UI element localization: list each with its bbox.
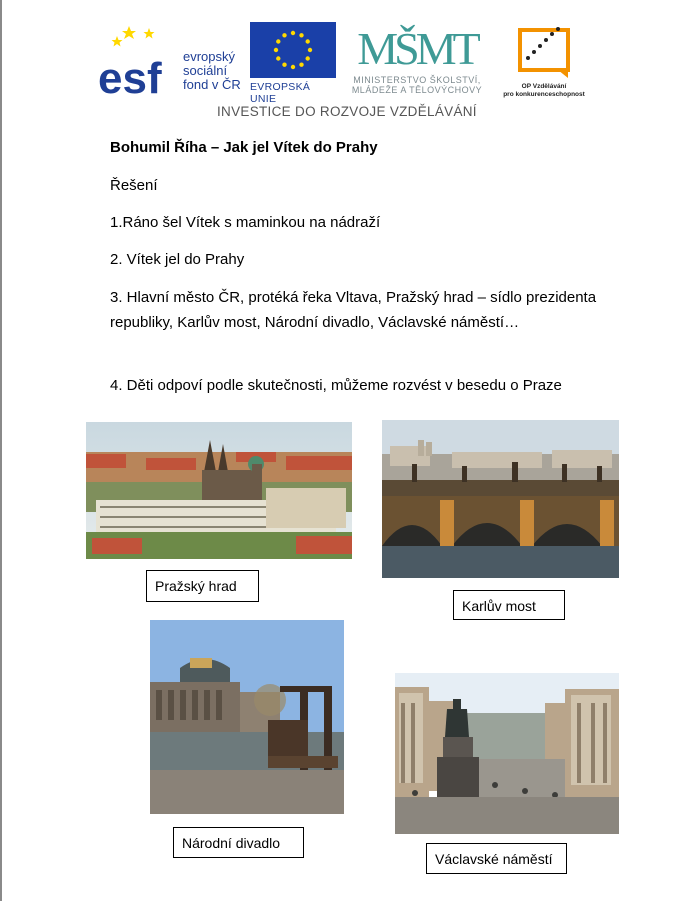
- msmt-emblem-icon: [342, 18, 492, 70]
- eu-caption: EVROPSKÁ UNIE: [250, 81, 311, 105]
- caption-karluv-most: Karlův most: [453, 590, 565, 620]
- op-caption: OP Vzdělávání pro konkurenceschopnost: [503, 83, 585, 98]
- esf-text: evropský sociální fond v ČR: [183, 49, 241, 92]
- msmt-caption: MINISTERSTVO ŠKOLSTVÍ, MLÁDEŽE A TĚLOVÝCHOVY: [351, 75, 483, 95]
- document-title: Bohumil Říha – Jak jel Vítek do Prahy: [110, 139, 378, 156]
- answer-2: 2. Vítek jel do Prahy: [110, 251, 245, 268]
- answer-3: 3. Hlavní město ČR, protéká řeka Vltava, Pražský hrad – sídlo prezidenta republiky, Karlův most, Národní divadlo, Václavské náměstí…: [110, 289, 597, 331]
- op-logo: [498, 22, 590, 96]
- esf-emblem-icon: [97, 22, 179, 96]
- photo-narodni-divadlo: [150, 620, 344, 814]
- esf-logo: [97, 22, 245, 96]
- investice-slogan: INVESTICE DO ROZVOJE VZDĚLÁVÁNÍ: [217, 104, 477, 119]
- answer-1: 1.Ráno šel Vítek s maminkou na nádraží: [110, 214, 381, 231]
- photo-vaclavske-namesti: [395, 673, 619, 834]
- page-left-border: [0, 0, 2, 901]
- svg-text:MŠMT: MŠMT: [357, 23, 477, 70]
- caption-vaclavske-namesti: Václavské náměstí: [426, 843, 567, 874]
- eu-logo: [250, 22, 338, 105]
- op-emblem-icon: [498, 22, 590, 78]
- svg-text:esf: esf: [98, 54, 162, 96]
- msmt-logo: [342, 18, 492, 98]
- caption-prazsky-hrad: Pražský hrad: [146, 570, 259, 602]
- answer-4: 4. Děti odpoví podle skutečnosti, můžeme rozvést v besedu o Praze: [110, 377, 562, 394]
- eu-flag-icon: [250, 22, 336, 78]
- photo-prazsky-hrad: [86, 422, 352, 559]
- solution-label: Řešení: [110, 177, 158, 194]
- photo-karluv-most: [382, 420, 619, 578]
- caption-narodni-divadlo: Národní divadlo: [173, 827, 304, 858]
